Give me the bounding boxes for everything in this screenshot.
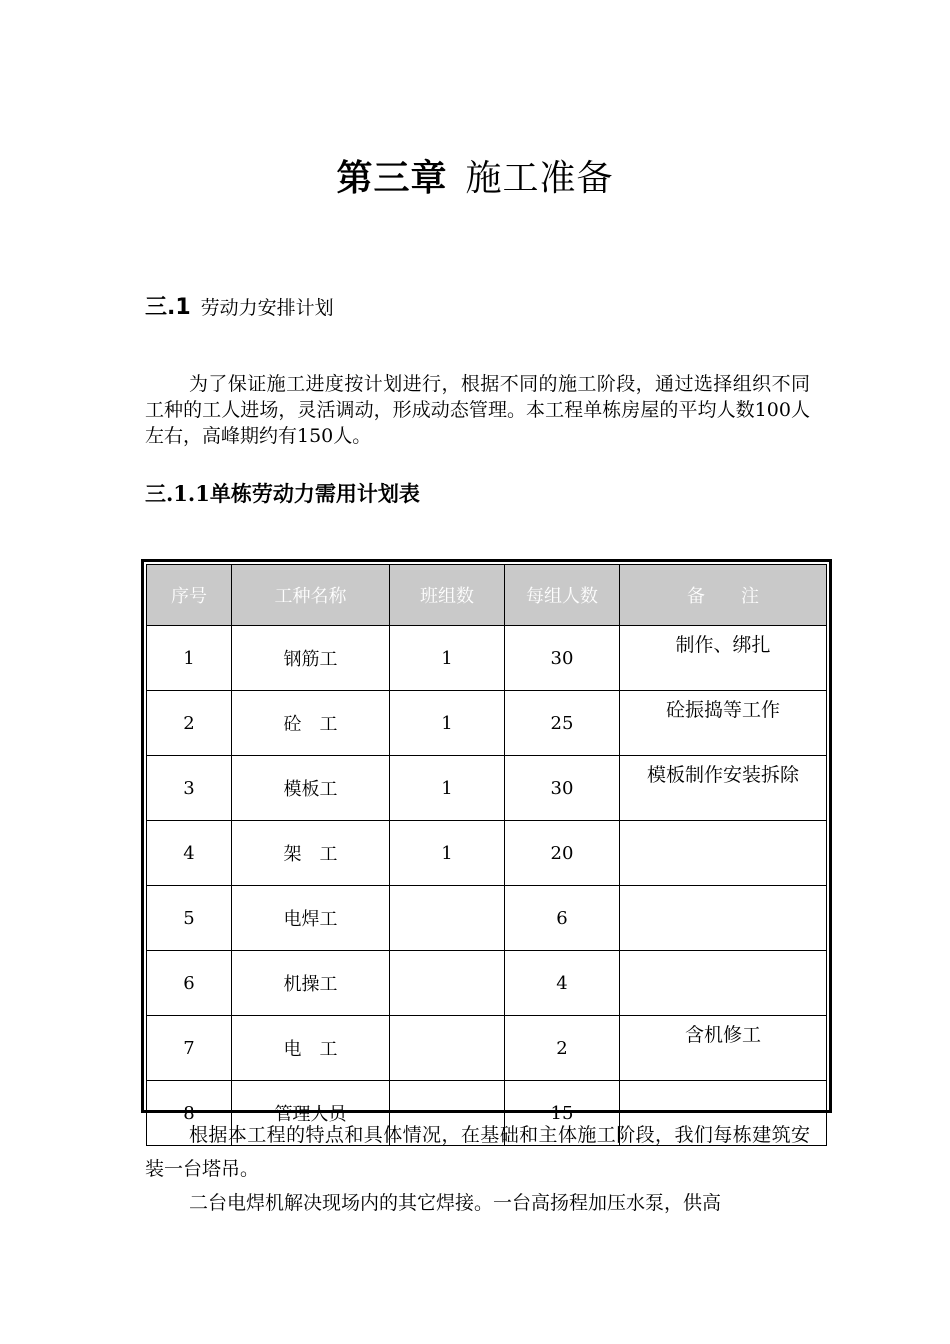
cell-per-team: 30 <box>505 756 620 821</box>
intro-paragraph: 为了保证施工进度按计划进行，根据不同的施工阶段，通过选择组织不同工种的工人进场，灵活调动，形成动态管理。本工程单栋房屋的平均人数100人左右，高峰期约有150人。 <box>145 373 810 447</box>
table-row <box>147 756 827 821</box>
cell-note <box>620 951 827 1016</box>
cell-no: 7 <box>147 1016 232 1081</box>
cell-teams <box>390 886 505 951</box>
cell-trade: 机操工 <box>232 951 390 1016</box>
cell-trade: 架 工 <box>232 821 390 886</box>
subsection-heading: 三.1.1单栋劳动力需用计划表 <box>145 481 420 506</box>
crane-paragraph: 根据本工程的特点和具体情况，在基础和主体施工阶段，我们每栋建筑安装一台塔吊。 <box>145 1124 810 1180</box>
chapter-number: 第三章 <box>336 157 448 199</box>
table-row <box>147 951 827 1016</box>
cell-note <box>620 626 827 691</box>
header-trade: 工种名称 <box>232 565 390 626</box>
chapter-title <box>0 150 950 201</box>
cell-note <box>620 756 827 821</box>
table-row <box>147 886 827 951</box>
cell-no: 6 <box>147 951 232 1016</box>
cell-per-team: 6 <box>505 886 620 951</box>
cell-teams: 1 <box>390 821 505 886</box>
cell-note <box>620 821 827 886</box>
cell-teams <box>390 951 505 1016</box>
header-teams: 班组数 <box>390 565 505 626</box>
note-text: 含机修工 <box>684 1024 761 1046</box>
header-per-team: 每组人数 <box>505 565 620 626</box>
cell-note <box>620 886 827 951</box>
section-heading <box>145 290 334 321</box>
cell-trade: 电 工 <box>232 1016 390 1081</box>
cell-no: 1 <box>147 626 232 691</box>
header-note: 备 注 <box>620 565 827 626</box>
welding-paragraph: 二台电焊机解决现场内的其它焊接。一台高扬程加压水泵，供高 <box>189 1192 722 1214</box>
note-text: 模板制作安装拆除 <box>646 764 799 786</box>
cell-per-team: 20 <box>505 821 620 886</box>
cell-no: 5 <box>147 886 232 951</box>
table-header-row <box>147 565 827 626</box>
section-title: 劳动力安排计划 <box>200 297 334 319</box>
cell-teams <box>390 1016 505 1081</box>
cell-trade: 模板工 <box>232 756 390 821</box>
note-text: 制作、绑扎 <box>675 634 771 656</box>
table-row <box>147 691 827 756</box>
cell-trade: 砼 工 <box>232 691 390 756</box>
note-text: 砼振捣等工作 <box>665 699 780 721</box>
table-row <box>147 821 827 886</box>
cell-note <box>620 1016 827 1081</box>
cell-per-team: 2 <box>505 1016 620 1081</box>
cell-no: 4 <box>147 821 232 886</box>
cell-teams: 1 <box>390 691 505 756</box>
chapter-name: 施工准备 <box>465 158 614 199</box>
cell-note <box>620 691 827 756</box>
table-row <box>147 626 827 691</box>
cell-trade: 管理人员 <box>232 1081 390 1146</box>
cell-per-team: 15 <box>505 1081 620 1146</box>
section-number: 三.1 <box>145 295 191 320</box>
cell-teams: 1 <box>390 626 505 691</box>
header-no: 序号 <box>147 565 232 626</box>
cell-per-team: 4 <box>505 951 620 1016</box>
cell-per-team: 30 <box>505 626 620 691</box>
table-row <box>147 1016 827 1081</box>
labor-plan-table <box>141 559 832 1125</box>
cell-no: 8 <box>147 1081 232 1146</box>
cell-per-team: 25 <box>505 691 620 756</box>
cell-trade: 电焊工 <box>232 886 390 951</box>
cell-trade: 钢筋工 <box>232 626 390 691</box>
cell-no: 3 <box>147 756 232 821</box>
cell-teams: 1 <box>390 756 505 821</box>
cell-no: 2 <box>147 691 232 756</box>
